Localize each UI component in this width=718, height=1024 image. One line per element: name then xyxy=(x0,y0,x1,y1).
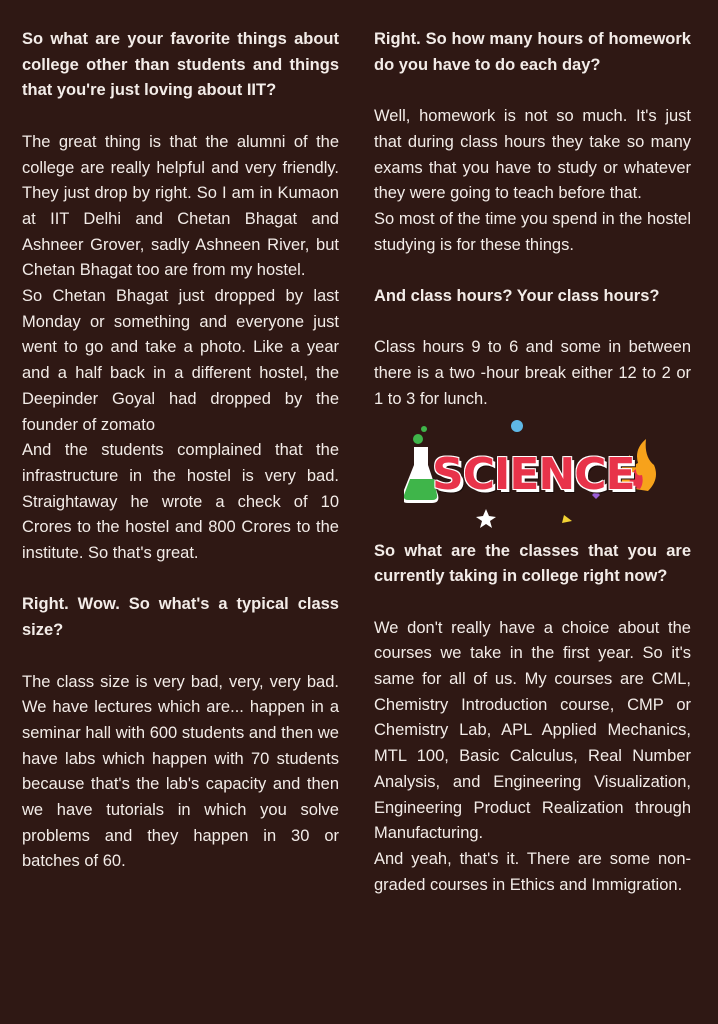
question-current-classes: So what are the classes that you are currently taking in college right now? xyxy=(374,541,691,586)
question-class-hours: And class hours? Your class hours? xyxy=(374,287,660,305)
bubble-icon xyxy=(421,426,427,432)
answer-homework-paragraph-2: So most of the time you spend in the hostel studying is for these things. xyxy=(374,209,691,254)
answer-class-hours: Class hours 9 to 6 and some in between there is a two -hour break either 12 to 2 or 1 to 3 for lunch. xyxy=(374,338,691,408)
bubble-icon xyxy=(413,434,423,444)
answer-class-size: The class size is very bad, very, very bad. We have lectures which are... happen in a seminar hall with 600 students and then we have labs which happen with 70 students because that's the lab's capacity and then we have tutorials in which you solve problems and they happen in 30 or batches of 60. xyxy=(22,672,339,871)
science-sticker xyxy=(374,417,691,537)
answer-alumni-paragraph-3: And the students complained that the infrastructure in the hostel is very bad. Straightaway he wrote a check of 10 Crores to the hostel and 800 Crores to the institute. So that's great. xyxy=(22,441,339,563)
triangle-icon xyxy=(562,515,572,523)
star-icon xyxy=(476,509,496,528)
answer-alumni-paragraph-1: The great thing is that the alumni of the college are really helpful and very friendly. They just drop by right. So I am in Kumaon at IIT Delhi and Chetan Bhagat and Ashneer Grover, sadly Ashneen River, but Chetan Bhagat too are from my hostel. xyxy=(22,132,339,280)
left-column xyxy=(22,27,339,875)
bubble-icon xyxy=(511,420,523,432)
science-sticker-text: SCIENCE xyxy=(432,448,635,500)
question-class-size: Right. Wow. So what's a typical class size? xyxy=(22,595,339,640)
answer-homework-paragraph-1: Well, homework is not so much. It's just that during class hours they take so many exams that you have to study or whatever they were going to teach before that. xyxy=(374,107,691,203)
answer-alumni-paragraph-2: So Chetan Bhagat just dropped by last Monday or something and everyone just went to go and take a photo. Like a year and a half back in a different hostel, the Deepinder Goyal had dropped by the founder of zomato xyxy=(22,287,339,434)
answer-courses-paragraph-1: We don't really have a choice about the courses we take in the first year. So it's same for all of us. My courses are CML, Chemistry Introduction course, CMP or Chemistry Lab, APL Applied Mechanics, MTL 100, Basic Calculus, Real Number Analysis, and Engineering Visualization, Engineering Product Realization through Manufacturing. xyxy=(374,618,691,843)
question-favorite-things: So what are your favorite things about college other than students and things that you're just loving about IIT? xyxy=(22,30,339,100)
right-column xyxy=(374,27,691,898)
answer-courses-paragraph-2: And yeah, that's it. There are some non-graded courses in Ethics and Immigration. xyxy=(374,849,691,894)
question-homework-hours: Right. So how many hours of homework do you have to do each day? xyxy=(374,30,691,74)
